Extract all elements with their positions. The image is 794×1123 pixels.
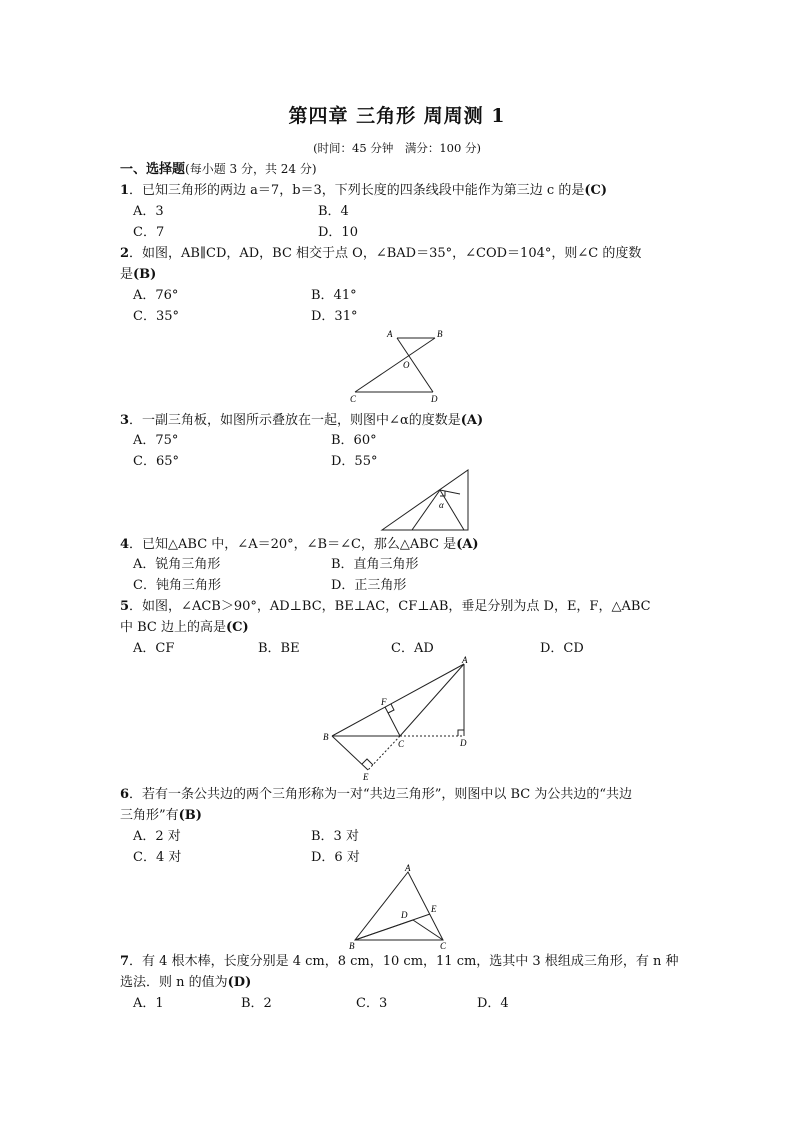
- label-e: E: [431, 904, 437, 914]
- q1-option-d: D．10: [318, 225, 358, 240]
- question-2-stem: [120, 245, 641, 262]
- answer: (C): [584, 183, 607, 198]
- q2-option-b: B．41°: [311, 288, 357, 303]
- question-number: 4: [120, 537, 130, 552]
- q5-option-d: D．CD: [540, 641, 584, 656]
- q7-option-b: B．2: [241, 996, 272, 1011]
- question-3-stem: [120, 412, 483, 429]
- label-o: O: [403, 360, 410, 370]
- right-angle-mark-d: [458, 730, 464, 736]
- answer: (A): [456, 537, 479, 552]
- segment-dc: [413, 920, 443, 940]
- question-1-stem: [120, 182, 607, 199]
- q6-option-a: A．2 对: [133, 829, 181, 844]
- question-6-stem-cont: [120, 807, 202, 824]
- question-number: 6: [120, 787, 130, 802]
- question-text: 中 BC 边上的高是: [120, 620, 227, 635]
- label-b: B: [437, 329, 443, 339]
- answer: (C): [226, 620, 249, 635]
- question-6-stem: [120, 786, 632, 803]
- q6-option-b: B．3 对: [311, 829, 359, 844]
- q7-option-d: D．4: [477, 996, 509, 1011]
- q3-option-b: B．60°: [331, 433, 377, 448]
- question-number: 1: [120, 183, 130, 198]
- q4-option-c: C．钝角三角形: [133, 578, 221, 593]
- q1-option-a: A．3: [133, 204, 164, 219]
- segment-cf: [385, 707, 400, 736]
- triangle-abc: [355, 872, 443, 940]
- segment-bd: [355, 920, 413, 940]
- q4-option-b: B．直角三角形: [331, 557, 419, 572]
- question-2-stem-cont: [120, 266, 156, 283]
- label-c: C: [398, 739, 405, 749]
- right-triangle-30-60: [382, 470, 468, 530]
- label-alpha: α: [439, 500, 444, 510]
- q1-option-c: C．7: [133, 225, 165, 240]
- right-angle-mark-e: [362, 759, 373, 765]
- q4-option-d: D．正三角形: [331, 578, 407, 593]
- figure-q6-shared-base: [345, 864, 455, 950]
- question-text: ．如图，AB∥CD，AD，BC 相交于点 O，∠BAD＝35°，∠COD＝104°，则∠C 的度数: [129, 246, 642, 261]
- label-c: C: [440, 941, 447, 950]
- q3-option-d: D．55°: [331, 454, 378, 469]
- figure-q2-crossed-triangles: [345, 328, 455, 404]
- question-5-stem-cont: [120, 619, 249, 636]
- overlap-line: [440, 490, 460, 494]
- answer: (D): [227, 975, 252, 990]
- right-triangle-45: [412, 490, 464, 530]
- question-text: 三角形”有: [120, 808, 179, 823]
- question-text: ．已知△ABC 中，∠A＝20°，∠B＝∠C，那么△ABC 是: [129, 537, 457, 552]
- q5-option-b: B．BE: [258, 641, 300, 656]
- section-note: (每小题 3 分，共 24 分): [185, 162, 317, 176]
- figure-q5-altitudes: [318, 654, 478, 784]
- segment-ac: [400, 664, 464, 736]
- label-a: A: [462, 655, 468, 665]
- question-text: ．有 4 根木棒，长度分别是 4 cm，8 cm，10 cm，11 cm，选其中 3 根组成三角形，有 n 种: [129, 954, 679, 969]
- question-text: 是: [120, 267, 134, 282]
- answer: (B): [133, 267, 157, 282]
- section-label: 一、选择题: [120, 162, 186, 177]
- q1-option-b: B．4: [318, 204, 349, 219]
- question-text: ．如图，∠ACB＞90°，AD⊥BC，BE⊥AC，CF⊥AB，垂足分别为点 D，E，F，△ABC: [129, 599, 651, 614]
- label-a: A: [405, 864, 411, 873]
- question-number: 3: [120, 413, 130, 428]
- question-7-stem-cont: [120, 974, 251, 991]
- label-d: D: [401, 910, 408, 920]
- label-d: D: [431, 394, 438, 404]
- label-d: D: [460, 738, 467, 748]
- question-text: ．一副三角板，如图所示叠放在一起，则图中∠α的度数是: [129, 413, 461, 428]
- question-4-stem: [120, 536, 479, 553]
- question-number: 5: [120, 599, 130, 614]
- label-e: E: [363, 772, 369, 782]
- q6-option-c: C．4 对: [133, 850, 182, 865]
- label-b: B: [323, 732, 329, 742]
- page-title: 第四章 三角形 周周测 1: [288, 105, 506, 127]
- question-text: 选法．则 n 的值为: [120, 975, 228, 990]
- label-f: F: [381, 697, 387, 707]
- q2-option-d: D．31°: [311, 309, 358, 324]
- q5-option-a: A．CF: [133, 641, 175, 656]
- figure-q3-set-squares: [378, 466, 478, 534]
- question-text: ．若有一条公共边的两个三角形称为一对“共边三角形”，则图中以 BC 为公共边的“共边: [129, 787, 632, 802]
- label-c: C: [350, 394, 357, 404]
- q2-option-a: A．76°: [133, 288, 179, 303]
- page-subtitle: (时间：45 分钟 满分：100 分): [313, 141, 481, 155]
- question-number: 7: [120, 954, 130, 969]
- q3-option-a: A．75°: [133, 433, 179, 448]
- segment-ab: [332, 664, 464, 736]
- section-header: [120, 161, 317, 178]
- answer: (A): [460, 413, 484, 428]
- q6-option-d: D．6 对: [311, 850, 360, 865]
- q2-option-c: C．35°: [133, 309, 179, 324]
- q7-option-c: C．3: [356, 996, 388, 1011]
- q4-option-a: A．锐角三角形: [133, 557, 221, 572]
- question-text: ．已知三角形的两边 a＝7，b＝3，下列长度的四条线段中能作为第三边 c 的是: [129, 183, 585, 198]
- q7-option-a: A．1: [133, 996, 164, 1011]
- label-b: B: [349, 941, 355, 950]
- question-number: 2: [120, 246, 130, 261]
- question-7-stem: [120, 953, 678, 970]
- segment-be: [332, 736, 368, 770]
- question-5-stem: [120, 598, 651, 615]
- q3-option-c: C．65°: [133, 454, 179, 469]
- answer: (B): [178, 808, 202, 823]
- segment-bc: [355, 338, 435, 392]
- q5-option-c: C．AD: [391, 641, 434, 656]
- label-a: A: [387, 329, 393, 339]
